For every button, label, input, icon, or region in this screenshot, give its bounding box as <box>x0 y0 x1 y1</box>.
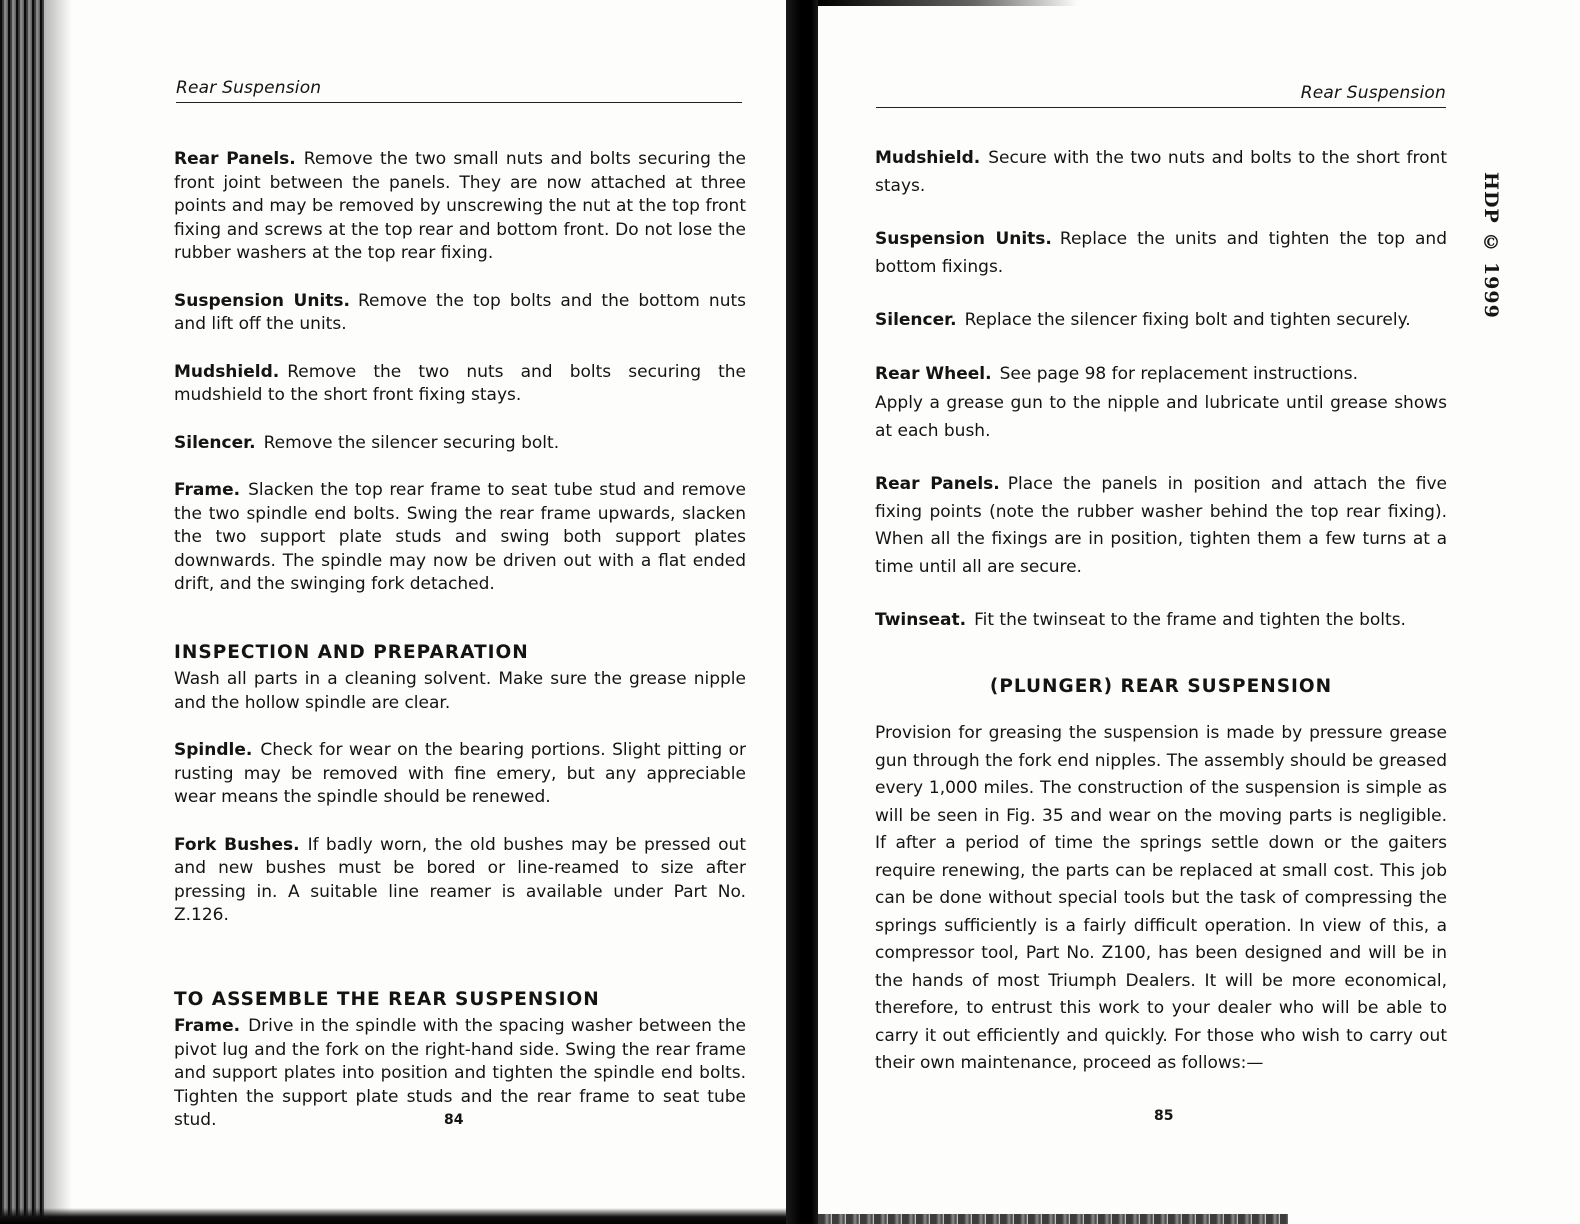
paragraph-lead: Mudshield. <box>875 148 981 168</box>
paragraph-rear-panels <box>875 471 1447 581</box>
paragraph-lead: Mudshield. <box>174 361 280 382</box>
paragraph-lead: Suspension Units. <box>875 229 1052 249</box>
paragraph-suspension-units <box>174 290 746 337</box>
right-text-column <box>875 145 1447 1104</box>
book-gutter <box>786 0 822 1224</box>
paragraph-lead: Spindle. <box>174 740 253 760</box>
paragraph-text: See page 98 for replacement instructions. <box>999 363 1359 384</box>
paragraph-lead: Suspension Units. <box>174 290 350 311</box>
page-bottom-edge <box>818 1214 1288 1224</box>
paragraph-lead: Rear Panels. <box>875 474 1000 494</box>
paragraph-lead: Rear Wheel. <box>875 363 992 384</box>
paragraph-rear-wheel <box>875 361 1447 389</box>
paragraph-lead: Twinseat. <box>875 610 967 630</box>
paragraph-text: Slacken the top rear frame to seat tube stud and remove the two spindle end bolts. Swing the rear frame upwards, slacken the two support plate studs and swing both support plates downwards. The spindle may now be driven out with a flat ended drift, and the swinging fork detached. <box>174 480 746 594</box>
paragraph-text: Place the panels in position and attach the five fixing points (note the rubber washer behind the top rear fixing). When all the fixings are in position, tighten them a few turns at a time until all are secure. <box>875 474 1447 577</box>
paragraph-spindle <box>174 739 746 810</box>
paragraph-text: Remove the silencer securing bolt. <box>263 432 560 453</box>
paragraph-text: Replace the silencer fixing bolt and tighten securely. <box>964 310 1411 330</box>
paragraph-frame <box>174 479 746 597</box>
paragraph-lead: Frame. <box>174 1016 241 1036</box>
right-page <box>818 0 1580 1224</box>
section-heading-inspection: INSPECTION AND PREPARATION <box>174 641 529 663</box>
paragraph-silencer <box>875 307 1447 335</box>
paragraph-silencer <box>174 432 746 456</box>
paragraph-text: Secure with the two nuts and bolts to the short front stays. <box>875 148 1447 196</box>
paragraph-text: Replace the units and tighten the top and bottom fixings. <box>875 229 1447 277</box>
paragraph-mudshield <box>174 361 746 408</box>
paragraph-text: Remove the two small nuts and bolts securing the front joint between the panels. They are now attached at three points and may be removed by unscrewing the nut at the top front fixing and screws at the top rear and bottom front. Do not lose the rubber washers at the top rear fixing. <box>174 149 747 263</box>
paragraph-text: Fit the twinseat to the frame and tighten the bolts. <box>974 610 1406 630</box>
paragraph-text: Remove the top bolts and the bottom nuts and lift off the units. <box>174 290 746 334</box>
page-top-edge <box>818 0 1078 6</box>
paragraph-text: Remove the two nuts and bolts securing the mudshield to the short front fixing stays. <box>174 361 746 405</box>
section-heading-assemble: TO ASSEMBLE THE REAR SUSPENSION <box>174 988 600 1010</box>
paragraph-rear-panels <box>174 148 746 266</box>
copyright-watermark: HDP © 1999 <box>1480 172 1502 319</box>
book-binding-edge <box>0 0 44 1224</box>
paragraph-text: Check for wear on the bearing portions. Slight pitting or rusting may be removed with fine emery, but any appreciable wear means the spindle should be renewed. <box>174 740 746 807</box>
page-number: 85 <box>1154 1108 1174 1124</box>
paragraph-lead: Rear Panels. <box>174 149 296 169</box>
paragraph-fork-bushes <box>174 834 746 928</box>
section-heading-plunger: (PLUNGER) REAR SUSPENSION <box>989 675 1333 697</box>
paragraph-suspension-units <box>875 226 1447 281</box>
paragraph-lead: Frame. <box>174 480 241 500</box>
binding-shadow <box>44 0 72 1224</box>
paragraph-lead: Silencer. <box>174 432 256 453</box>
paragraph-grease-note: Apply a grease gun to the nipple and lubricate until grease shows at each bush. <box>875 393 1447 441</box>
page-number: 84 <box>444 1112 464 1128</box>
page-bottom-edge <box>0 1208 790 1224</box>
left-text-column <box>174 148 746 1157</box>
paragraph-plunger: Provision for greasing the suspension is made by pressure grease gun through the fork end nipples. The assembly should be greased every 1,000 miles. The construction of the suspension is simple as will be seen in Fig. 35 and wear on the moving parts is negligible. If after a period of time the springs settle down or the gaiters require renewing, the parts can be replaced at small cost. This job can be done without special tools but the task of compressing the springs sufficiently is a fairly difficult operation. In view of this, a compressor tool, Part No. Z100, has been designed and will be in the hands of most Triumph Dealers. It will be more economical, therefore, to entrust this work to your dealer who will be able to carry it out efficiently and quickly. For those who wish to carry out their own maintenance, proceed as follows:— <box>875 723 1447 1073</box>
running-head: Rear Suspension <box>876 83 1446 108</box>
paragraph-lead: Silencer. <box>875 310 957 330</box>
paragraph-mudshield <box>875 145 1447 200</box>
paragraph-inspection-intro: Wash all parts in a cleaning solvent. Make sure the grease nipple and the hollow spindle are clear. <box>174 669 746 713</box>
paragraph-text: Drive in the spindle with the spacing washer between the pivot lug and the fork on the right-hand side. Swing the rear frame and support plates into position and tighten the spindle end bolts. Tighten the support plate studs and the rear frame to seat tube stud. <box>174 1016 746 1130</box>
paragraph-text: If badly worn, the old bushes may be pressed out and new bushes must be bored or line-reamed to size after pressing in. A suitable line reamer is available under Part No. Z.126. <box>174 834 747 925</box>
paragraph-twinseat <box>875 607 1447 635</box>
running-head: Rear Suspension <box>176 78 742 103</box>
paragraph-lead: Fork Bushes. <box>174 834 300 855</box>
